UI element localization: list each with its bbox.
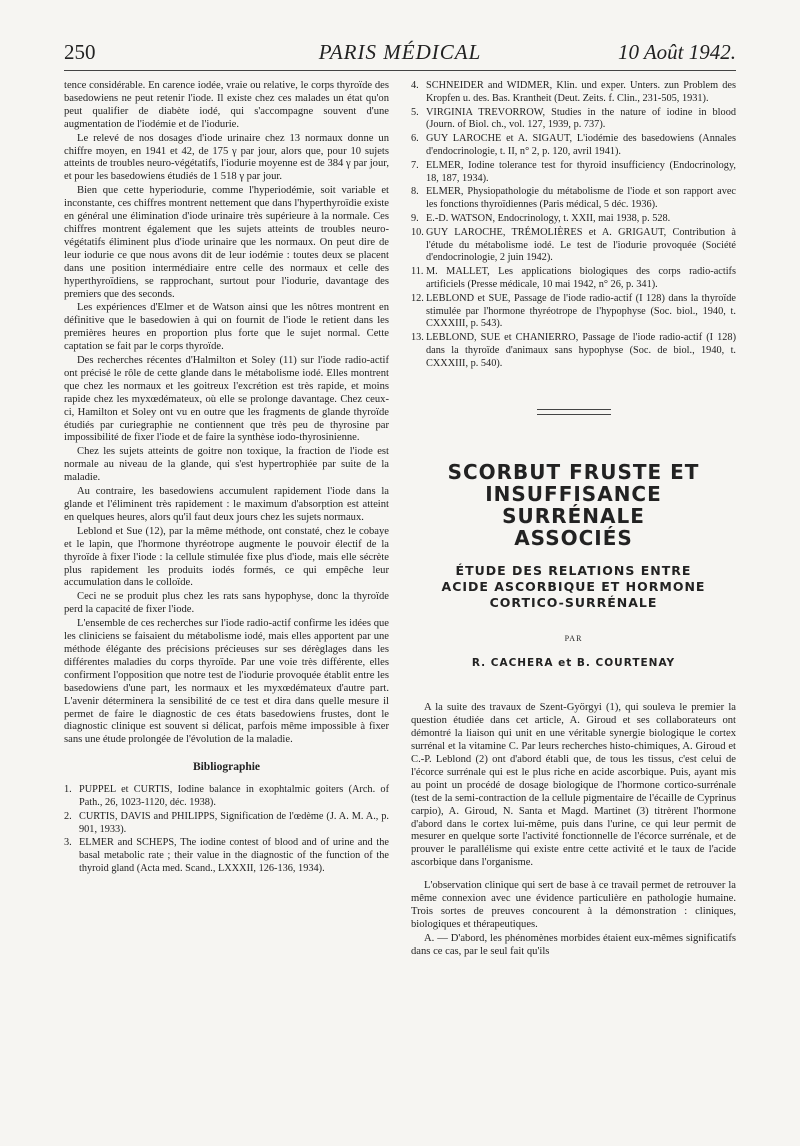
body-paragraph: Le relevé de nos dosages d'iode urinaire chez 13 normaux donne un chiffre moyen, en 1941 et 42, de 175 γ par jour, alors que, pour 10 sujets atteints de troubles neuro-végétatifs, l'iodurie moyenne est de 384 γ par jour, et pour les basedowiens étudiés de 1 518 γ par jour. bbox=[64, 132, 389, 183]
article-subtitle-line: ACIDE ASCORBIQUE ET HORMONE bbox=[441, 578, 706, 594]
article-title-line: ASSOCIÉS bbox=[514, 525, 633, 550]
body-paragraph: Au contraire, les basedowiens accumulent rapidement l'iode dans la glande et l'éliminent très rapidement : le maximum d'absorption est atteint en quelques heures, alors qu'il faut deux jours chez les sujets normaux. bbox=[64, 486, 389, 523]
issue-date: 10 Août 1942. bbox=[617, 40, 736, 64]
bibliography-item bbox=[411, 133, 736, 159]
body-paragraph: Les expériences d'Elmer et de Watson ainsi que les nôtres montrent en définitive que le basedowien à qui on fournit de l'iode le retient dans les premières heures en proportion plus forte que le sujet normal. Cette captation se fait par le corps thyroïde. bbox=[64, 302, 389, 353]
body-paragraph: tence considérable. En carence iodée, vraie ou relative, le corps thyroïde des basedowiens ne peut retenir l'iode. Il existe chez ces malades un état qu'on peut qualifier de diabète iodé, qui s'accompagne souvent d'une augmentation de l'iodémie et de l'iodurie. bbox=[64, 80, 389, 130]
bibliography-text: CURTIS, DAVIS and PHILIPPS, Signification de l'œdème (J. A. M. A., p. 901, 1933). bbox=[79, 810, 389, 835]
body-paragraph: L'ensemble de ces recherches sur l'iode radio-actif confirme les idées que les cliniciens se faisaient du métabolisme iodé, mais elles apportent par une méthode élégante des précisions précieuses sur ses dérèglages dans les différentes maladies du corps thyroïde. Par une voie très différente, elles confirment l'opposition que notre test de l'iodurie provoquée établit entre les basedowiens d'une part, les normaux et les myxœdémateux d'autre part. L'avenir déterminera la sensibilité de ce test et dira dans quelle mesure il permet de faire le diagnostic de ces états basedowiens frustes, dont le diagnostic clinique est souvent si délicat, parfois même impossible à fixer sans une étude prolongée de l'évolution de la maladie. bbox=[64, 618, 389, 746]
bibliography-number: 2. bbox=[64, 810, 72, 822]
bibliography-text: ELMER, Physiopathologie du métabolisme de l'iode et son rapport avec les fonctions thyroïdiennes (Paris médical, 5 déc. 1936). bbox=[426, 186, 736, 211]
article-title-line: SCORBUT FRUSTE ET bbox=[447, 459, 700, 484]
article-paragraph: A. — D'abord, les phénomènes morbides étaient eux-mêmes significatifs dans ce cas, par le seul fait qu'ils bbox=[411, 932, 736, 957]
bibliography-text: GUY LAROCHE et A. SIGAUT, L'iodémie des basedowiens (Annales d'endocrinologie, t. II, n° 2, p. 120, avril 1941). bbox=[426, 133, 736, 157]
article-title-line: INSUFFISANCE SURRÉNALE bbox=[485, 481, 662, 528]
article-paragraph: L'observation clinique qui sert de base à ce travail permet de retrouver la même connexion avec une évidence particulière en pathologie humaine. Trois sortes de preuves concourent à la démonstration : cliniques, biologiques et thérapeutiques. bbox=[411, 880, 736, 930]
bibliography-title: Bibliographie bbox=[192, 761, 261, 774]
bibliography-list-continued bbox=[411, 80, 736, 371]
body-paragraph: Ceci ne se produit plus chez les rats sans hypophyse, donc la thyroïde perd la capacité de fixer l'iode. bbox=[64, 591, 389, 616]
bibliography-item bbox=[64, 784, 389, 810]
bibliography-item bbox=[411, 227, 736, 265]
bibliography-text: M. MALLET, Les applications biologiques des corps radio-actifs artificiels (Presse médicale, 10 mai 1942, n° 26, p. 341). bbox=[426, 266, 736, 290]
bibliography-number: 3. bbox=[64, 837, 72, 849]
bibliography-item bbox=[411, 332, 736, 370]
article-subtitle-line: ÉTUDE DES RELATIONS ENTRE bbox=[455, 562, 692, 578]
body-paragraph: Des recherches récentes d'Halmilton et Soley (11) sur l'iode radio-actif ont précisé le rôle de cette glande dans le métabolisme iodé. Elles montrent que chez les normaux et les goitreux l'excrétion est très rapide, et moins rapide chez les myxœdémateux, où elle se prolonge davantage. Chez ceux-ci, Hamilton et Soley ont vu en outre que les fragments de glande thyroïde étudiés par curiegraphie ne contiennent que très peu de thyrosine par impossibilité de fixer l'iode et de faire la synthèse iodo-thyrosinienne. bbox=[64, 355, 389, 444]
page-header bbox=[64, 40, 736, 71]
bibliography-item bbox=[64, 811, 389, 837]
bibliography-item bbox=[411, 186, 736, 212]
bibliography-number: 13. bbox=[411, 332, 424, 344]
bibliography-text: PUPPEL et CURTIS, Iodine balance in exophtalmic goiters (Arch. of Path., 26, 1023-1120, déc. 1938). bbox=[79, 784, 389, 808]
article-subtitle-line: CORTICO-SURRÉNALE bbox=[489, 594, 658, 610]
right-column bbox=[411, 80, 736, 959]
bibliography-item bbox=[411, 80, 736, 106]
journal-title: PARIS MÉDICAL bbox=[318, 40, 482, 64]
bibliography-number: 6. bbox=[411, 133, 419, 145]
bibliography-number: 11. bbox=[411, 266, 424, 278]
page-number: 250 bbox=[64, 40, 96, 64]
article-paragraph: A la suite des travaux de Szent-Györgyi (1), qui souleva le premier la question étudiée dans cet article, A. Giroud et ses collaborateurs ont démontré la liaison qui unit en une véritable synergie biologique le cortex surrénal et la vitamine C. Par leurs recherches histo-chimiques, A. Giroud et C.-P. Leblond (2) ont d'abord établi que, de tous les tissus, c'est celui de l'écorce surrénale qui est le plus riche en acide ascorbique. Puis, ayant mis au point un procédé de dosage biologique de l'hormone cortico-surrénale (test de la semi-contraction de la cellule pigmentaire de l'écaille de Cyprinus carpio), A. Giroud, N. Santa et Magd. Martinet (3) titrèrent l'hormone d'abord dans le cortex lui-même, puis dans l'urine, ce qui leur permit de mesurer en quelque sorte l'activité fonctionnelle de l'écorce surrénale, et de prouver le parallélisme qui existe entre cette activité et le taux de l'acide ascorbique dans l'organisme. bbox=[411, 702, 736, 869]
bibliography-item bbox=[411, 213, 736, 226]
left-column bbox=[64, 80, 389, 877]
bibliography-number: 4. bbox=[411, 80, 419, 91]
bibliography-number: 5. bbox=[411, 106, 419, 118]
bibliography-text: LEBLOND et SUE, Passage de l'iode radio-actif (I 128) dans la thyroïde stimulée par l'hormone thyréotrope de l'hypophyse (Soc. biol., 1940, t. CXXXIII, p. 543). bbox=[426, 292, 736, 330]
bibliography-item bbox=[411, 107, 736, 133]
article-subtitle bbox=[411, 563, 736, 611]
bibliography-number: 12. bbox=[411, 292, 424, 304]
bibliography-number: 8. bbox=[411, 186, 419, 198]
body-paragraph: Bien que cette hyperiodurie, comme l'hyperiodémie, soit variable et inconstante, ces chiffres montrent nettement que dans l'hyperthyroïdie existe en général une élimination d'iode urinaire très supérieure à la normale. Ces chiffres montrent également que les sujets atteints de troubles neuro-végétatifs éliminent plus d'iode urinaire que les normaux. On peut dire de leur iodurie ce que nous avons dit de leur iodémie : toutes deux se placent dans une position intermédiaire entre celle des normaux et celle des hyperthyroïdiens, se rapprochant, surtout pour l'iodurie, davantage des premiers que des seconds. bbox=[64, 185, 389, 300]
bibliography-item bbox=[411, 266, 736, 292]
bibliography-text: SCHNEIDER and WIDMER, Klin. und exper. Unters. zun Problem des Kropfen u. des. Bas. Krantheit (Deut. Zeits. f. Clin., 231-505, 1931). bbox=[426, 80, 736, 104]
bibliography-number: 10. bbox=[411, 226, 424, 238]
bibliography-text: VIRGINIA TREVORROW, Studies in the nature of iodine in blood (Journ. of Biol. ch., vol. 127, 1939, p. 737). bbox=[426, 106, 736, 131]
bibliography-list bbox=[64, 784, 389, 876]
article-authors: R. CACHERA et B. COURTENAY bbox=[471, 657, 676, 670]
bibliography-text: ELMER and SCHEPS, The iodine contest of blood and of urine and the basal metabolic rate ; their value in the diagnostic of the function of the thyroid gland (Acta med. Scand., LXXXII, 126-136, 1934). bbox=[79, 837, 389, 874]
bibliography-text: GUY LAROCHE, TRÉMOLIÈRES et A. GRIGAUT, Contribution à l'étude du métabolisme iodé. Le test de l'iodurie provoquée (Société d'endocrinologie, 2 juin 1942). bbox=[426, 226, 736, 264]
bibliography-item bbox=[411, 293, 736, 331]
body-paragraph: Chez les sujets atteints de goitre non toxique, la fraction de l'iode est normale au niveau de la glande, qui s'est hypertrophiée par suite de la maladie. bbox=[64, 446, 389, 484]
byline-par: PAR bbox=[564, 633, 583, 643]
bibliography-text: E.-D. WATSON, Endocrinology, t. XXII, mai 1938, p. 528. bbox=[426, 212, 671, 224]
article-title bbox=[411, 461, 736, 549]
bibliography-number: 7. bbox=[411, 159, 419, 171]
bibliography-text: ELMER, Iodine tolerance test for thyroid insufficiency (Endocrinology, 18, 187, 1934). bbox=[426, 159, 736, 184]
bibliography-item bbox=[64, 837, 389, 875]
bibliography-number: 1. bbox=[64, 784, 72, 796]
section-divider bbox=[537, 409, 611, 415]
bibliography-text: LEBLOND, SUE et CHANIERRO, Passage de l'iode radio-actif (I 128) dans la thyroïde d'animaux sans hypophyse (Soc. de biol., 1940, t. CXXXIII, p. 540). bbox=[426, 332, 736, 369]
bibliography-item bbox=[411, 160, 736, 186]
body-paragraph: Leblond et Sue (12), par la même méthode, ont constaté, chez le cobaye et le lapin, que l'hormone thyréotrope augmente le pouvoir électif de la thyroïde à fixer l'iode : la cellule stimulée fixe plus d'iode, mais elle sécrète plus rapidement les produits iodés formés, ce qui empêche leur accumulation dans le colloïde. bbox=[64, 525, 389, 589]
bibliography-number: 9. bbox=[411, 212, 419, 224]
